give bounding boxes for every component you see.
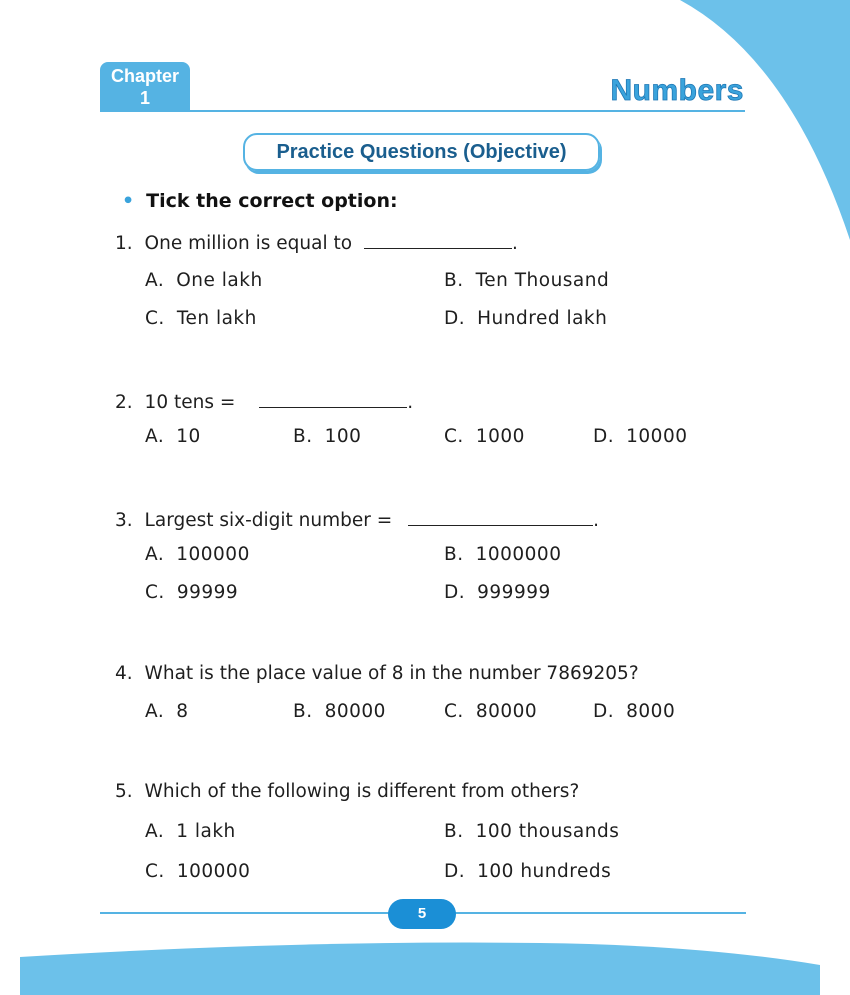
question-4 xyxy=(115,663,639,684)
option-2a[interactable] xyxy=(145,426,201,447)
answer-blank xyxy=(259,389,407,408)
option-letter: B. xyxy=(293,426,313,447)
bottom-wave-decoration xyxy=(0,935,850,995)
option-4a[interactable] xyxy=(145,701,189,722)
option-text: 80000 xyxy=(324,701,386,722)
answer-blank xyxy=(408,507,593,526)
option-1c[interactable] xyxy=(145,308,257,329)
option-letter: D. xyxy=(444,582,466,603)
option-letter: A. xyxy=(145,821,165,842)
instruction xyxy=(122,190,398,212)
option-1d[interactable] xyxy=(444,308,607,329)
option-text: Hundred lakh xyxy=(477,308,608,329)
option-letter: C. xyxy=(145,582,165,603)
corner-swoosh-decoration xyxy=(640,0,850,240)
option-letter: D. xyxy=(593,701,615,722)
option-2d[interactable] xyxy=(593,426,688,447)
question-text: 10 tens = xyxy=(144,392,236,413)
question-5 xyxy=(115,781,579,802)
question-number: 3. xyxy=(115,510,133,531)
option-letter: B. xyxy=(444,270,464,291)
section-heading: Practice Questions (Objective) xyxy=(243,133,600,171)
page-number: 5 xyxy=(388,899,456,929)
option-4b[interactable] xyxy=(293,701,386,722)
question-end: . xyxy=(407,392,414,413)
option-1b[interactable] xyxy=(444,270,609,291)
option-text: 1000 xyxy=(475,426,525,447)
option-letter: D. xyxy=(444,861,466,882)
option-3b[interactable] xyxy=(444,544,561,565)
question-number: 1. xyxy=(115,233,133,254)
option-2c[interactable] xyxy=(444,426,525,447)
page-title: Numbers xyxy=(610,74,744,107)
option-letter: D. xyxy=(593,426,615,447)
title-underline xyxy=(190,110,745,112)
question-number: 5. xyxy=(115,781,133,802)
question-number: 4. xyxy=(115,663,133,684)
footer-rule-left xyxy=(100,912,390,914)
question-end: . xyxy=(511,233,518,254)
question-text: What is the place value of 8 in the number 7869205? xyxy=(144,663,639,684)
option-text: 100 xyxy=(324,426,362,447)
chapter-label: Chapter xyxy=(110,66,179,86)
option-2b[interactable] xyxy=(293,426,361,447)
option-text: 99999 xyxy=(176,582,239,603)
option-text: 8 xyxy=(176,701,189,722)
option-text: 1 lakh xyxy=(176,821,236,842)
answer-blank xyxy=(364,230,512,249)
option-text: 80000 xyxy=(475,701,538,722)
option-letter: A. xyxy=(145,544,165,565)
option-text: 100 thousands xyxy=(475,821,620,842)
option-letter: D. xyxy=(444,308,466,329)
chapter-tab xyxy=(100,62,190,112)
option-5b[interactable] xyxy=(444,821,619,842)
option-text: 100000 xyxy=(176,861,251,882)
option-letter: A. xyxy=(145,426,165,447)
question-end: . xyxy=(593,510,600,531)
question-text: Largest six-digit number = xyxy=(144,510,393,531)
option-text: 10 xyxy=(176,426,201,447)
option-letter: C. xyxy=(145,308,165,329)
option-letter: A. xyxy=(145,270,165,291)
option-3c[interactable] xyxy=(145,582,238,603)
question-number: 2. xyxy=(115,392,133,413)
option-letter: B. xyxy=(293,701,313,722)
option-letter: C. xyxy=(145,861,165,882)
option-text: 100 hundreds xyxy=(477,861,612,882)
option-letter: C. xyxy=(444,701,464,722)
option-text: 999999 xyxy=(477,582,551,603)
option-4c[interactable] xyxy=(444,701,537,722)
question-3 xyxy=(115,507,599,531)
question-text: Which of the following is different from others? xyxy=(144,781,580,802)
option-4d[interactable] xyxy=(593,701,675,722)
option-3a[interactable] xyxy=(145,544,250,565)
instruction-text: Tick the correct option: xyxy=(146,190,398,212)
option-text: Ten Thousand xyxy=(475,270,610,291)
option-5c[interactable] xyxy=(145,861,250,882)
option-1a[interactable] xyxy=(145,270,263,291)
question-1 xyxy=(115,230,518,254)
option-3d[interactable] xyxy=(444,582,551,603)
option-text: 1000000 xyxy=(475,544,562,565)
option-text: Ten lakh xyxy=(176,308,257,329)
question-2 xyxy=(115,389,413,413)
option-letter: C. xyxy=(444,426,464,447)
option-letter: A. xyxy=(145,701,165,722)
option-text: 100000 xyxy=(176,544,250,565)
question-text: One million is equal to xyxy=(144,233,353,254)
option-letter: B. xyxy=(444,821,464,842)
option-text: 8000 xyxy=(626,701,676,722)
option-letter: B. xyxy=(444,544,464,565)
option-text: One lakh xyxy=(176,270,263,291)
chapter-number: 1 xyxy=(139,88,150,108)
option-5d[interactable] xyxy=(444,861,611,882)
bullet-icon: • xyxy=(122,190,135,212)
footer-rule-right xyxy=(454,912,746,914)
option-5a[interactable] xyxy=(145,821,236,842)
option-text: 10000 xyxy=(626,426,688,447)
